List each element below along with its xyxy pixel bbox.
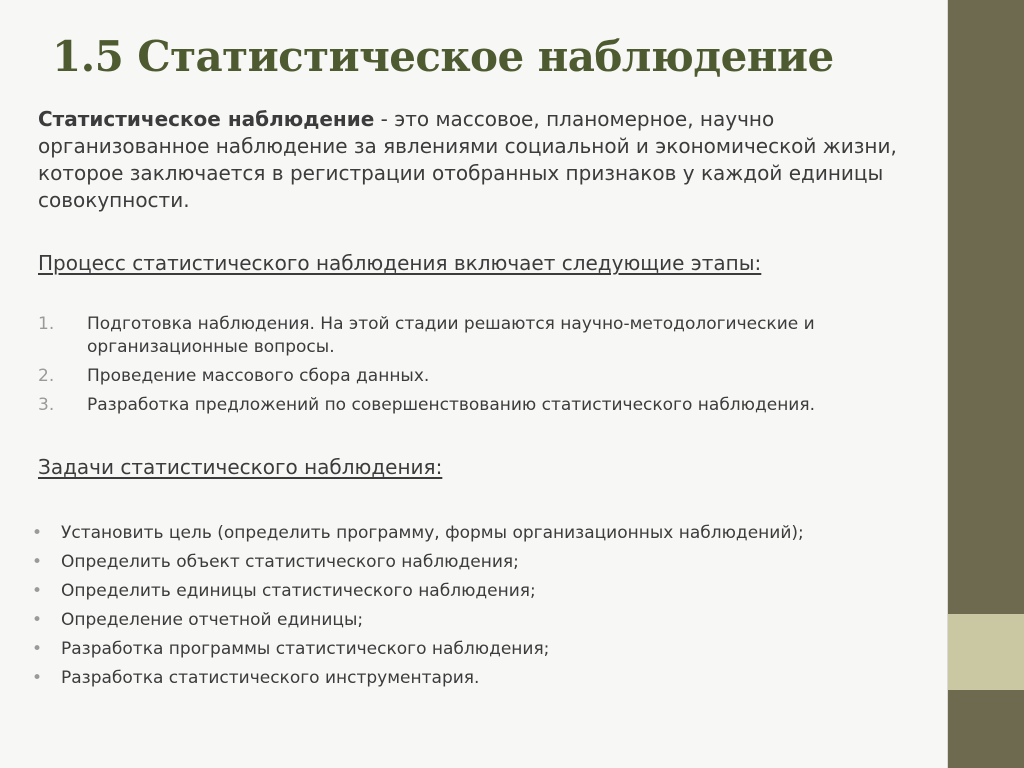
definition-term: Статистическое наблюдение bbox=[38, 107, 375, 131]
decorative-sidebar-accent bbox=[948, 614, 1024, 690]
tasks-heading: Задачи статистического наблюдения: bbox=[38, 455, 443, 479]
definition-paragraph bbox=[38, 106, 918, 214]
task-item bbox=[32, 664, 932, 693]
task-item bbox=[32, 519, 932, 548]
bullet-icon: • bbox=[32, 581, 43, 601]
task-text: Определение отчетной единицы; bbox=[61, 610, 364, 630]
task-text: Установить цель (определить программу, формы организационных наблюдений); bbox=[61, 523, 804, 543]
task-text: Разработка статистического инструментария. bbox=[61, 668, 480, 688]
stage-item bbox=[38, 313, 928, 359]
definition-text: - это массовое, планомерное, научно организованное наблюдение за явлениями социальной и экономической жизни, которое заключается в регистрации отобранных признаков у каждой единицы совокупности. bbox=[38, 107, 897, 212]
stage-item bbox=[38, 365, 928, 388]
task-item bbox=[32, 635, 932, 664]
process-heading: Процесс статистического наблюдения включает следующие этапы: bbox=[38, 251, 762, 275]
stage-number: 2. bbox=[38, 366, 55, 386]
stage-item bbox=[38, 394, 928, 417]
stages-list bbox=[38, 313, 928, 423]
stage-number: 1. bbox=[38, 314, 55, 334]
stage-text: Разработка предложений по совершенствованию статистического наблюдения. bbox=[87, 395, 815, 415]
bullet-icon: • bbox=[32, 523, 43, 543]
task-text: Определить объект статистического наблюдения; bbox=[61, 552, 519, 572]
stage-text: Проведение массового сбора данных. bbox=[87, 366, 430, 386]
task-text: Определить единицы статистического наблюдения; bbox=[61, 581, 536, 601]
task-item bbox=[32, 606, 932, 635]
task-item bbox=[32, 577, 932, 606]
stage-number: 3. bbox=[38, 395, 55, 415]
page-title: 1.5 Статистическое наблюдение bbox=[52, 32, 834, 81]
bullet-icon: • bbox=[32, 610, 43, 630]
bullet-icon: • bbox=[32, 668, 43, 688]
stage-text: Подготовка наблюдения. На этой стадии решаются научно-методологические и организационные вопросы. bbox=[87, 314, 815, 357]
task-item bbox=[32, 548, 932, 577]
task-text: Разработка программы статистического наблюдения; bbox=[61, 639, 550, 659]
tasks-list bbox=[32, 519, 932, 693]
bullet-icon: • bbox=[32, 639, 43, 659]
bullet-icon: • bbox=[32, 552, 43, 572]
